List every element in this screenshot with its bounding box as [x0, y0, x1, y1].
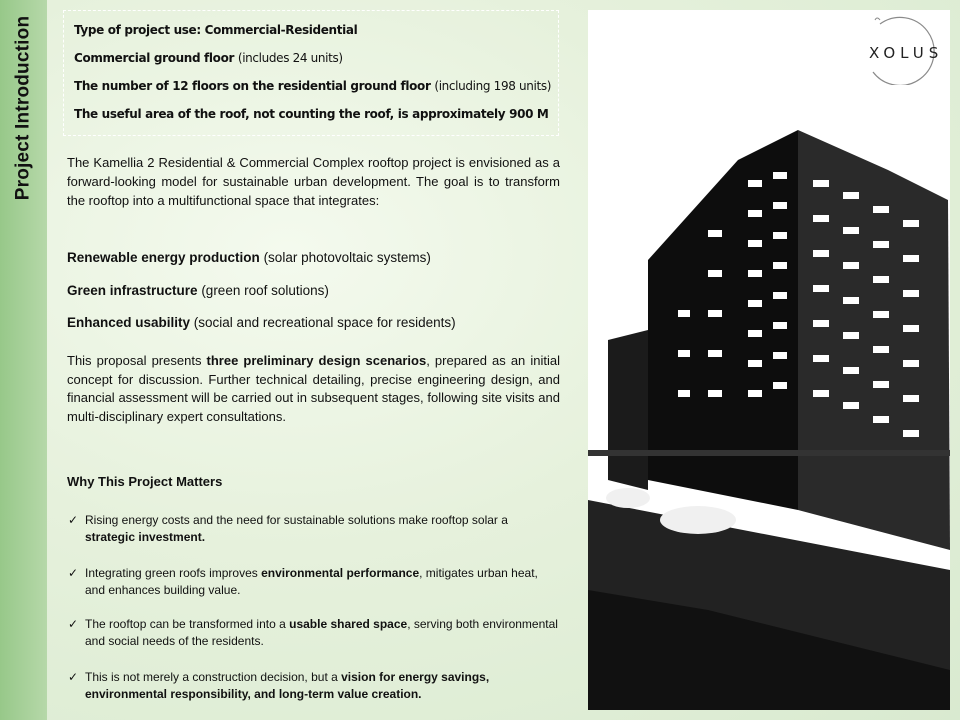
- feature-renewable: [67, 250, 431, 265]
- feature-green-desc: (green roof solutions): [201, 283, 329, 298]
- info-residential-floors-units: (including 198 units): [434, 79, 552, 93]
- feature-green-title: Green infrastructure: [67, 283, 198, 298]
- bullet-item: [68, 565, 558, 599]
- feature-renewable-title: Renewable energy production: [67, 250, 260, 265]
- side-bar: [0, 0, 47, 720]
- proposal-post: , prepared as an initial concept for discussion. Further technical detailing, precise engineering design, and financial assessment will be carried out in subsequent stages, following site visits and multi-disciplinary expert consultations.: [67, 353, 560, 424]
- bullet-text-pre: Integrating green roofs improves: [85, 566, 262, 580]
- side-title-wrap: [6, 8, 40, 208]
- project-info-box: [63, 10, 559, 136]
- bullet-text-bold: vision for energy savings, environmental responsibility, and long-term value creation.: [85, 670, 490, 701]
- bullet-text: [85, 669, 558, 703]
- bullet-text-pre: Rising energy costs and the need for sustainable solutions make rooftop solar a: [85, 513, 508, 527]
- bullet-text: [85, 565, 558, 599]
- bullet-text-bold: strategic investment.: [85, 530, 206, 544]
- proposal-paragraph: [67, 352, 560, 426]
- feature-usability-title: Enhanced usability: [67, 315, 191, 330]
- feature-renewable-desc: (solar photovoltaic systems): [263, 250, 431, 265]
- proposal-bold: three preliminary design scenarios: [206, 353, 427, 368]
- bullet-text-post: , mitigates urban heat, and enhances building value.: [85, 566, 538, 597]
- intro-paragraph: The Kamellia 2 Residential & Commercial Complex rooftop project is envisioned as a forward-looking model for sustainable urban development. The goal is to transform the rooftop into a multifunctional space that integrates:: [67, 155, 560, 208]
- building-photo: [588, 10, 950, 710]
- check-icon: ✓: [68, 513, 79, 527]
- bullet-text-pre: The rooftop can be transformed into a: [85, 617, 290, 631]
- why-section-title: Why This Project Matters: [67, 474, 223, 489]
- feature-usability-desc: (social and recreational space for residents): [193, 315, 456, 330]
- bullet-item: [68, 616, 558, 650]
- bullet-item: [68, 512, 558, 546]
- info-roof-area: The useful area of the roof, not counting the roof, is approximately 900 M: [74, 107, 549, 121]
- info-use-type: Type of project use: Commercial-Residential: [74, 23, 358, 37]
- bullet-text: [85, 512, 558, 546]
- building-illustration: [588, 10, 950, 710]
- page-title: Project Introduction: [12, 15, 33, 201]
- check-icon: ✓: [68, 670, 79, 684]
- logo-text: XOLUS: [869, 44, 944, 62]
- info-commercial-floor-label: Commercial ground floor: [74, 51, 235, 65]
- info-residential-floors: [74, 77, 558, 95]
- bullet-text-bold: usable shared space: [289, 617, 408, 631]
- bullet-text-pre: This is not merely a construction decision, but a: [85, 670, 342, 684]
- info-commercial-floor: [74, 49, 558, 67]
- check-icon: ✓: [68, 617, 79, 631]
- feature-green: [67, 283, 329, 298]
- check-icon: ✓: [68, 566, 79, 580]
- proposal-pre: This proposal presents: [67, 353, 207, 368]
- feature-usability: [67, 315, 456, 330]
- info-commercial-floor-units: (includes 24 units): [237, 51, 343, 65]
- bullet-item: [68, 669, 558, 703]
- bullet-text-bold: environmental performance: [261, 566, 420, 580]
- bullet-text-post: , serving both environmental and social needs of the residents.: [85, 617, 558, 648]
- bullet-text: [85, 616, 558, 650]
- info-residential-floors-label: The number of 12 floors on the residential ground floor: [74, 79, 431, 93]
